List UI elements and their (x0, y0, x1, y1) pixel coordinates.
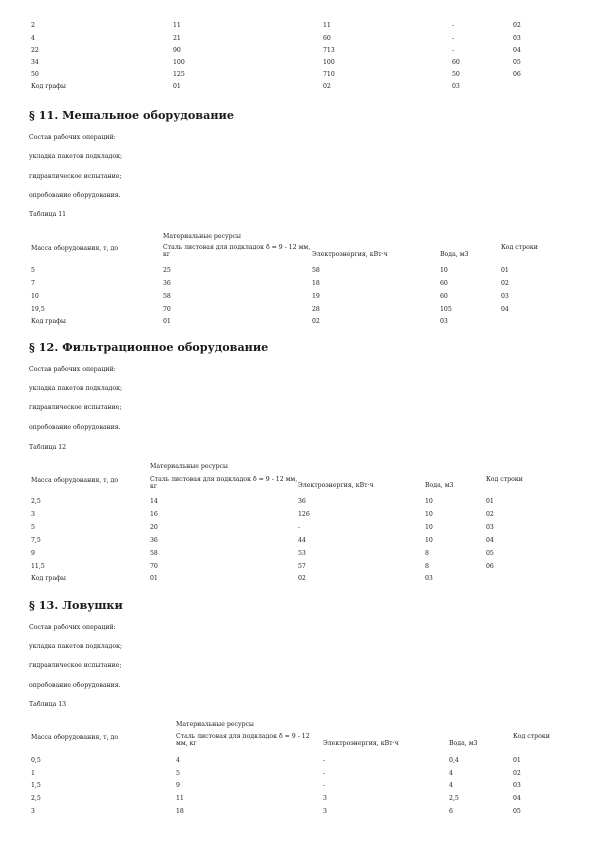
table-row (0, 509, 595, 521)
table-cell: 16 (150, 511, 158, 518)
table-cell: 03 (513, 35, 521, 42)
table-caption: Таблица 11 (29, 211, 67, 218)
table-cell: 03 (513, 782, 521, 789)
table-cell: - (323, 782, 326, 789)
table-cell: 2,5 (449, 795, 459, 802)
table-row (0, 806, 595, 818)
table-cell: 50 (452, 71, 460, 78)
table-row (0, 69, 595, 81)
table-row (0, 573, 595, 585)
table-cell: Код графы (31, 575, 66, 582)
table-cell: 70 (163, 306, 171, 313)
operation-item: гидравлическое испытание; (29, 173, 122, 180)
table-caption: Таблица 13 (29, 701, 67, 708)
table-cell: 04 (501, 306, 509, 313)
table-cell: 60 (440, 280, 448, 287)
table-row (0, 291, 595, 303)
table-cell: - (323, 770, 326, 777)
table-cell: 03 (425, 575, 433, 582)
table-row (0, 561, 595, 573)
table-cell: Код графы (31, 83, 66, 90)
header-materials: Материальные ресурсы (150, 463, 228, 470)
table-cell: 4 (449, 782, 453, 789)
table-row (0, 768, 595, 780)
table-cell: 2 (31, 22, 35, 29)
table-cell: 02 (486, 511, 494, 518)
header-water: Вода, м3 (425, 482, 454, 489)
table-cell: 10 (440, 267, 448, 274)
operation-item: опробование оборудования. (29, 682, 121, 689)
table-cell: 4 (31, 35, 35, 42)
table-cell: 7 (31, 280, 35, 287)
table-cell: 7,5 (31, 537, 41, 544)
header-electricity: Электроэнергия, кВт·ч (323, 740, 399, 747)
table-cell: 28 (312, 306, 320, 313)
operations-label: Состав рабочих операций: (29, 134, 116, 141)
table-row (0, 45, 595, 57)
table-row (0, 496, 595, 508)
table-row (0, 535, 595, 547)
table-cell: 10 (31, 293, 39, 300)
table-cell: 11 (173, 22, 181, 29)
table-cell: 44 (298, 537, 306, 544)
table-row (0, 304, 595, 316)
table-cell: 3 (31, 511, 35, 518)
operation-item: укладка пакетов подкладок; (29, 643, 123, 650)
table-cell: 105 (440, 306, 452, 313)
header-water: Вода, м3 (449, 740, 478, 747)
table-cell: 2,5 (31, 498, 41, 505)
header-materials: Материальные ресурсы (163, 233, 241, 240)
table-cell: 5 (31, 267, 35, 274)
header-code: Код строки (486, 476, 523, 483)
operation-item: опробование оборудования. (29, 424, 121, 431)
table-cell: 01 (150, 575, 158, 582)
header-water: Вода, м3 (440, 251, 469, 258)
table-cell: 6 (449, 808, 453, 815)
table-row (0, 522, 595, 534)
table-cell: 53 (298, 550, 306, 557)
table-cell: 125 (173, 71, 185, 78)
table-cell: 11 (323, 22, 331, 29)
table-cell: 20 (150, 524, 158, 531)
table-cell: 02 (513, 770, 521, 777)
table-cell: 25 (163, 267, 171, 274)
operation-item: гидравлическое испытание; (29, 662, 122, 669)
table-cell: 60 (452, 59, 460, 66)
table-cell: 05 (513, 808, 521, 815)
table-cell: 3 (31, 808, 35, 815)
table-cell: 58 (150, 550, 158, 557)
table-cell: 14 (150, 498, 158, 505)
table-cell: 02 (312, 318, 320, 325)
table-row (0, 316, 595, 328)
table-cell: 22 (31, 47, 39, 54)
table-cell: 03 (440, 318, 448, 325)
table-cell: 1,5 (31, 782, 41, 789)
table-cell: 03 (452, 83, 460, 90)
table-cell: 9 (31, 550, 35, 557)
table-cell: 04 (486, 537, 494, 544)
table-cell: 0,4 (449, 757, 459, 764)
table-row (0, 755, 595, 767)
table-cell: 710 (323, 71, 335, 78)
header-electricity: Электроэнергия, кВт·ч (312, 251, 388, 258)
table-cell: 05 (486, 550, 494, 557)
table-cell: 713 (323, 47, 335, 54)
table-row (0, 265, 595, 277)
table-cell: - (323, 757, 326, 764)
operation-item: укладка пакетов подкладок; (29, 385, 123, 392)
table-cell: - (452, 22, 455, 29)
table-cell: 10 (425, 498, 433, 505)
table-cell: 05 (513, 59, 521, 66)
table-cell: 60 (440, 293, 448, 300)
section-title: § 12. Фильтрационное оборудование (29, 340, 269, 354)
table-cell: 9 (176, 782, 180, 789)
header-mass: Масса оборудования, т, до (31, 734, 119, 741)
table-cell: 5 (176, 770, 180, 777)
table-cell: 8 (425, 550, 429, 557)
table-cell: 36 (150, 537, 158, 544)
table-cell: - (452, 47, 455, 54)
table-row (0, 278, 595, 290)
header-code: Код строки (513, 733, 550, 740)
table-cell: 60 (323, 35, 331, 42)
table-cell: Код графы (31, 318, 66, 325)
table-cell: 50 (31, 71, 39, 78)
table-cell: 10 (425, 524, 433, 531)
table-row (0, 780, 595, 792)
table-cell: 70 (150, 563, 158, 570)
table-cell: 01 (486, 498, 494, 505)
table-cell: 0,5 (31, 757, 41, 764)
table-cell: 36 (163, 280, 171, 287)
table-cell: 5 (31, 524, 35, 531)
table-row (0, 793, 595, 805)
table-row (0, 57, 595, 69)
header-mass: Масса оборудования, т, до (31, 477, 119, 484)
header-steel: Сталь листовая для подкладок δ = 9 - 12 мм, кг (176, 733, 310, 747)
table-row (0, 20, 595, 32)
table-cell: 10 (425, 511, 433, 518)
table-cell: 02 (501, 280, 509, 287)
table-cell: 19 (312, 293, 320, 300)
table-cell: 06 (513, 71, 521, 78)
table-cell: 126 (298, 511, 310, 518)
table-cell: 01 (501, 267, 509, 274)
table-cell: 06 (486, 563, 494, 570)
table-cell: 8 (425, 563, 429, 570)
table-cell: - (298, 524, 301, 531)
table-cell: 04 (513, 795, 521, 802)
table-cell: 36 (298, 498, 306, 505)
operation-item: опробование оборудования. (29, 192, 121, 199)
table-cell: 4 (176, 757, 180, 764)
table-cell: 03 (501, 293, 509, 300)
header-steel: Сталь листовая для подкладок δ = 9 - 12 мм, кг (163, 244, 311, 258)
table-cell: 18 (312, 280, 320, 287)
table-cell: 11,5 (31, 563, 45, 570)
table-cell: 18 (176, 808, 184, 815)
header-materials: Материальные ресурсы (176, 721, 254, 728)
table-cell: 02 (298, 575, 306, 582)
header-mass: Масса оборудования, т, до (31, 245, 119, 252)
table-row (0, 548, 595, 560)
operations-label: Состав рабочих операций: (29, 366, 116, 373)
table-cell: 04 (513, 47, 521, 54)
table-cell: 02 (323, 83, 331, 90)
table-cell: 57 (298, 563, 306, 570)
table-cell: 2,5 (31, 795, 41, 802)
table-cell: 01 (163, 318, 171, 325)
operation-item: укладка пакетов подкладок; (29, 153, 123, 160)
table-cell: 3 (323, 808, 327, 815)
table-row (0, 81, 595, 93)
table-cell: 1 (31, 770, 35, 777)
table-cell: 100 (323, 59, 335, 66)
table-cell: 3 (323, 795, 327, 802)
table-cell: 19,5 (31, 306, 45, 313)
table-cell: 58 (312, 267, 320, 274)
table-cell: 01 (173, 83, 181, 90)
header-code: Код строки (501, 244, 538, 251)
table-cell: 34 (31, 59, 39, 66)
operation-item: гидравлическое испытание; (29, 404, 122, 411)
table-cell: 90 (173, 47, 181, 54)
table-cell: 21 (173, 35, 181, 42)
table-cell: - (452, 35, 455, 42)
header-steel: Сталь листовая для подкладок δ = 9 - 12 мм, кг (150, 476, 298, 490)
header-electricity: Электроэнергия, кВт·ч (298, 482, 374, 489)
table-caption: Таблица 12 (29, 444, 67, 451)
operations-label: Состав рабочих операций: (29, 624, 116, 631)
table-cell: 11 (176, 795, 184, 802)
table-row (0, 33, 595, 45)
section-title: § 11. Мешальное оборудование (29, 108, 234, 122)
table-cell: 100 (173, 59, 185, 66)
table-cell: 4 (449, 770, 453, 777)
section-title: § 13. Ловушки (29, 598, 123, 612)
table-cell: 10 (425, 537, 433, 544)
table-cell: 03 (486, 524, 494, 531)
table-cell: 01 (513, 757, 521, 764)
table-cell: 58 (163, 293, 171, 300)
table-cell: 02 (513, 22, 521, 29)
